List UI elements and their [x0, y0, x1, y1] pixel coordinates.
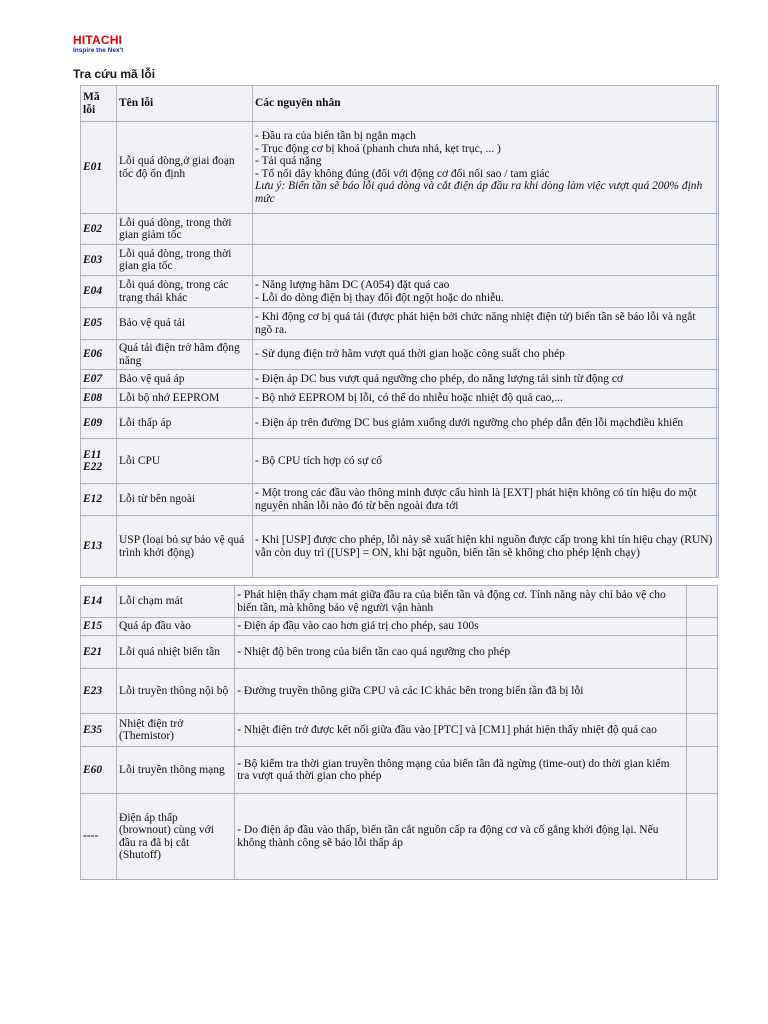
- empty-cell: [717, 308, 719, 340]
- table-row: [81, 794, 718, 880]
- error-name-cell: Lỗi quá dòng, trong thời gian gia tốc: [117, 245, 253, 276]
- empty-cell: [717, 276, 719, 308]
- empty-cell: [686, 794, 717, 880]
- table-row: [81, 245, 719, 276]
- page-title: Tra cứu mã lỗi: [73, 67, 156, 81]
- table-row: [81, 214, 719, 245]
- empty-cell: [686, 669, 717, 714]
- error-name-cell: Lỗi quá dòng, trong thời gian giảm tốc: [117, 214, 253, 245]
- empty-cell: [686, 586, 717, 618]
- empty-cell: [717, 370, 719, 389]
- error-code-cell: E21: [81, 636, 117, 669]
- brand-name: HITACHI: [73, 33, 123, 47]
- cause-line: - Tải quá nặng: [255, 155, 322, 167]
- empty-cell: [717, 439, 719, 484]
- error-name-cell: Lỗi truyền thông mạng: [117, 747, 235, 794]
- error-name-cell: Bảo vệ quá tải: [117, 308, 253, 340]
- table-row: [81, 516, 719, 578]
- error-code-cell: E03: [81, 245, 117, 276]
- error-cause-cell: - Điện áp trên đường DC bus giảm xuống dưới ngưỡng cho phép dẫn đến lỗi mạchđiều khiển: [253, 408, 717, 439]
- error-code-cell: E08: [81, 389, 117, 408]
- empty-cell: [717, 245, 719, 276]
- error-name-cell: Lỗi chạm mát: [117, 586, 235, 618]
- error-name-cell: Bảo vệ quá áp: [117, 370, 253, 389]
- error-code-cell: E14: [81, 586, 117, 618]
- cause-line: - Trục động cơ bị khoá (phanh chưa nhả, kẹt trục, ... ): [255, 142, 501, 155]
- error-code-cell: E02: [81, 214, 117, 245]
- error-code-cell: E15: [81, 618, 117, 636]
- table-row: [81, 618, 718, 636]
- table-row: [81, 636, 718, 669]
- brand-tagline: Inspire the Nex't: [73, 47, 124, 54]
- note-text: Lưu ý: Biến tần sẽ báo lỗi quá dòng và cắt điện áp đầu ra khi dòng làm việc vượt quá 200% định mức: [255, 180, 703, 205]
- error-cause-cell: - Khi động cơ bị quá tải (được phát hiện bởi chức năng nhiệt điện tử) biến tần sẽ báo lỗi và ngắt ngõ ra.: [253, 308, 717, 340]
- cause-line: - Năng lượng hãm DC (A054) đặt quá cao: [255, 279, 450, 291]
- error-cause-cell: - Điện áp DC bus vượt quá ngưỡng cho phép, do năng lượng tái sinh từ động cơ: [253, 370, 717, 389]
- empty-cell: [686, 747, 717, 794]
- error-code-cell: E07: [81, 370, 117, 389]
- error-name-cell: Lỗi CPU: [117, 439, 253, 484]
- error-name-cell: Lỗi bộ nhớ EEPROM: [117, 389, 253, 408]
- table-row: [81, 586, 718, 618]
- error-cause-cell: - Nhiệt độ bên trong của biến tần cao quá ngưỡng cho phép: [235, 636, 687, 669]
- error-cause-cell: [253, 214, 717, 245]
- hitachi-logo: [73, 34, 123, 55]
- error-name-cell: Điện áp thấp (brownout) cùng với đầu ra đã bị cắt (Shutoff): [117, 794, 235, 880]
- error-cause-cell: - Điện áp đầu vào cao hơn giá trị cho phép, sau 100s: [235, 618, 687, 636]
- table-row: [81, 669, 718, 714]
- error-cause-cell: - Do điện áp đầu vào thấp, biến tần cắt nguồn cấp ra động cơ và cố gắng khởi động lại. Nếu không thành công sẽ báo lỗi thấp áp: [235, 794, 687, 880]
- error-cause-cell: - Phát hiện thấy chạm mát giữa đầu ra của biến tần và động cơ. Tính năng này chỉ bảo vệ cho biến tần, mà không bảo vệ người vận hành: [235, 586, 687, 618]
- error-table-bottom: [80, 585, 718, 880]
- table-row: [81, 484, 719, 516]
- empty-cell: [717, 484, 719, 516]
- empty-cell: [686, 618, 717, 636]
- error-code-cell: E35: [81, 714, 117, 747]
- empty-cell: [717, 340, 719, 370]
- error-name-cell: Lỗi thấp áp: [117, 408, 253, 439]
- header-name: Tên lỗi: [117, 86, 253, 122]
- header-code: Mã lỗi: [81, 86, 117, 122]
- error-cause-cell: - Nhiệt điện trở được kết nối giữa đầu vào [PTC] và [CM1] phát hiện thấy nhiệt độ quá cao: [235, 714, 687, 747]
- cause-line: - Tổ nối dây không đúng (đối với động cơ đổi nối sao / tam giác: [255, 167, 550, 180]
- table-row: [81, 439, 719, 484]
- error-cause-cell: [253, 245, 717, 276]
- error-code-cell: E60: [81, 747, 117, 794]
- error-table-top: [80, 85, 719, 578]
- error-cause-cell: - Sử dụng điện trở hãm vượt quá thời gian hoặc công suất cho phép: [253, 340, 717, 370]
- error-code-cell: ----: [81, 794, 117, 880]
- error-name-cell: Lỗi quá dòng,ở giai đoạn tốc độ ổn định: [117, 122, 253, 214]
- error-code-cell: E13: [81, 516, 117, 578]
- error-name-cell: Nhiệt điện trở (Themistor): [117, 714, 235, 747]
- header-cause: Các nguyên nhân: [253, 86, 717, 122]
- error-name-cell: USP (loại bỏ sự bảo vệ quá trình khởi động): [117, 516, 253, 578]
- table-header-row: [81, 86, 719, 122]
- error-cause-cell: - Một trong các đầu vào thông minh được cấu hình là [EXT] phát hiện không có tín hiệu do một nguyên nhân lỗi nào đó từ bên ngoài đưa tới: [253, 484, 717, 516]
- error-cause-cell: - Bộ CPU tích hợp có sự cố: [253, 439, 717, 484]
- error-name-cell: Quá áp đầu vào: [117, 618, 235, 636]
- table-row: [81, 276, 719, 308]
- error-code-cell: E06: [81, 340, 117, 370]
- empty-cell: [717, 214, 719, 245]
- error-code-cell: E11 E22: [81, 439, 117, 484]
- cause-line: - Đầu ra của biến tần bị ngắn mạch: [255, 130, 416, 142]
- error-cause-cell: [253, 122, 717, 214]
- table-row: [81, 714, 718, 747]
- empty-cell: [717, 516, 719, 578]
- table-row: [81, 747, 718, 794]
- error-name-cell: Lỗi từ bên ngoài: [117, 484, 253, 516]
- table-row: [81, 389, 719, 408]
- error-cause-cell: - Bộ nhớ EEPROM bị lỗi, có thể do nhiễu hoặc nhiệt độ quá cao,...: [253, 389, 717, 408]
- error-code-cell: E23: [81, 669, 117, 714]
- error-name-cell: Lỗi quá dòng, trong các trạng thái khác: [117, 276, 253, 308]
- table-row: [81, 308, 719, 340]
- table-row: [81, 408, 719, 439]
- error-code-cell: E01: [81, 122, 117, 214]
- table-row: [81, 122, 719, 214]
- empty-cell: [717, 408, 719, 439]
- error-code-cell: E09: [81, 408, 117, 439]
- error-name-cell: Lỗi truyền thông nội bộ: [117, 669, 235, 714]
- error-name-cell: Lỗi quá nhiệt biến tần: [117, 636, 235, 669]
- error-code-cell: E05: [81, 308, 117, 340]
- error-cause-cell: - Khi [USP] được cho phép, lỗi này sẽ xuất hiện khi nguồn được cấp trong khi tín hiệu chạy (RUN) vẫn còn duy trì ([USP] = ON, khi bật nguồn, biến tần sẽ không cho phép lệnh chạy): [253, 516, 717, 578]
- table-row: [81, 340, 719, 370]
- error-cause-cell: - Bộ kiểm tra thời gian truyền thông mạng của biến tần đã ngừng (time-out) do thời gian kiểm tra vượt quá thời gian cho phép: [235, 747, 687, 794]
- cause-line: - Lỗi do dòng điện bị thay đổi đột ngột hoặc do nhiễu.: [255, 291, 504, 304]
- error-code-cell: E04: [81, 276, 117, 308]
- table-row: [81, 370, 719, 389]
- error-name-cell: Quá tải điện trở hãm động năng: [117, 340, 253, 370]
- empty-cell: [717, 389, 719, 408]
- empty-cell: [686, 714, 717, 747]
- error-cause-cell: - Đường truyền thông giữa CPU và các IC khác bên trong biến tần đã bị lỗi: [235, 669, 687, 714]
- error-cause-cell: [253, 276, 717, 308]
- error-code-cell: E12: [81, 484, 117, 516]
- empty-cell: [717, 122, 719, 214]
- empty-cell: [686, 636, 717, 669]
